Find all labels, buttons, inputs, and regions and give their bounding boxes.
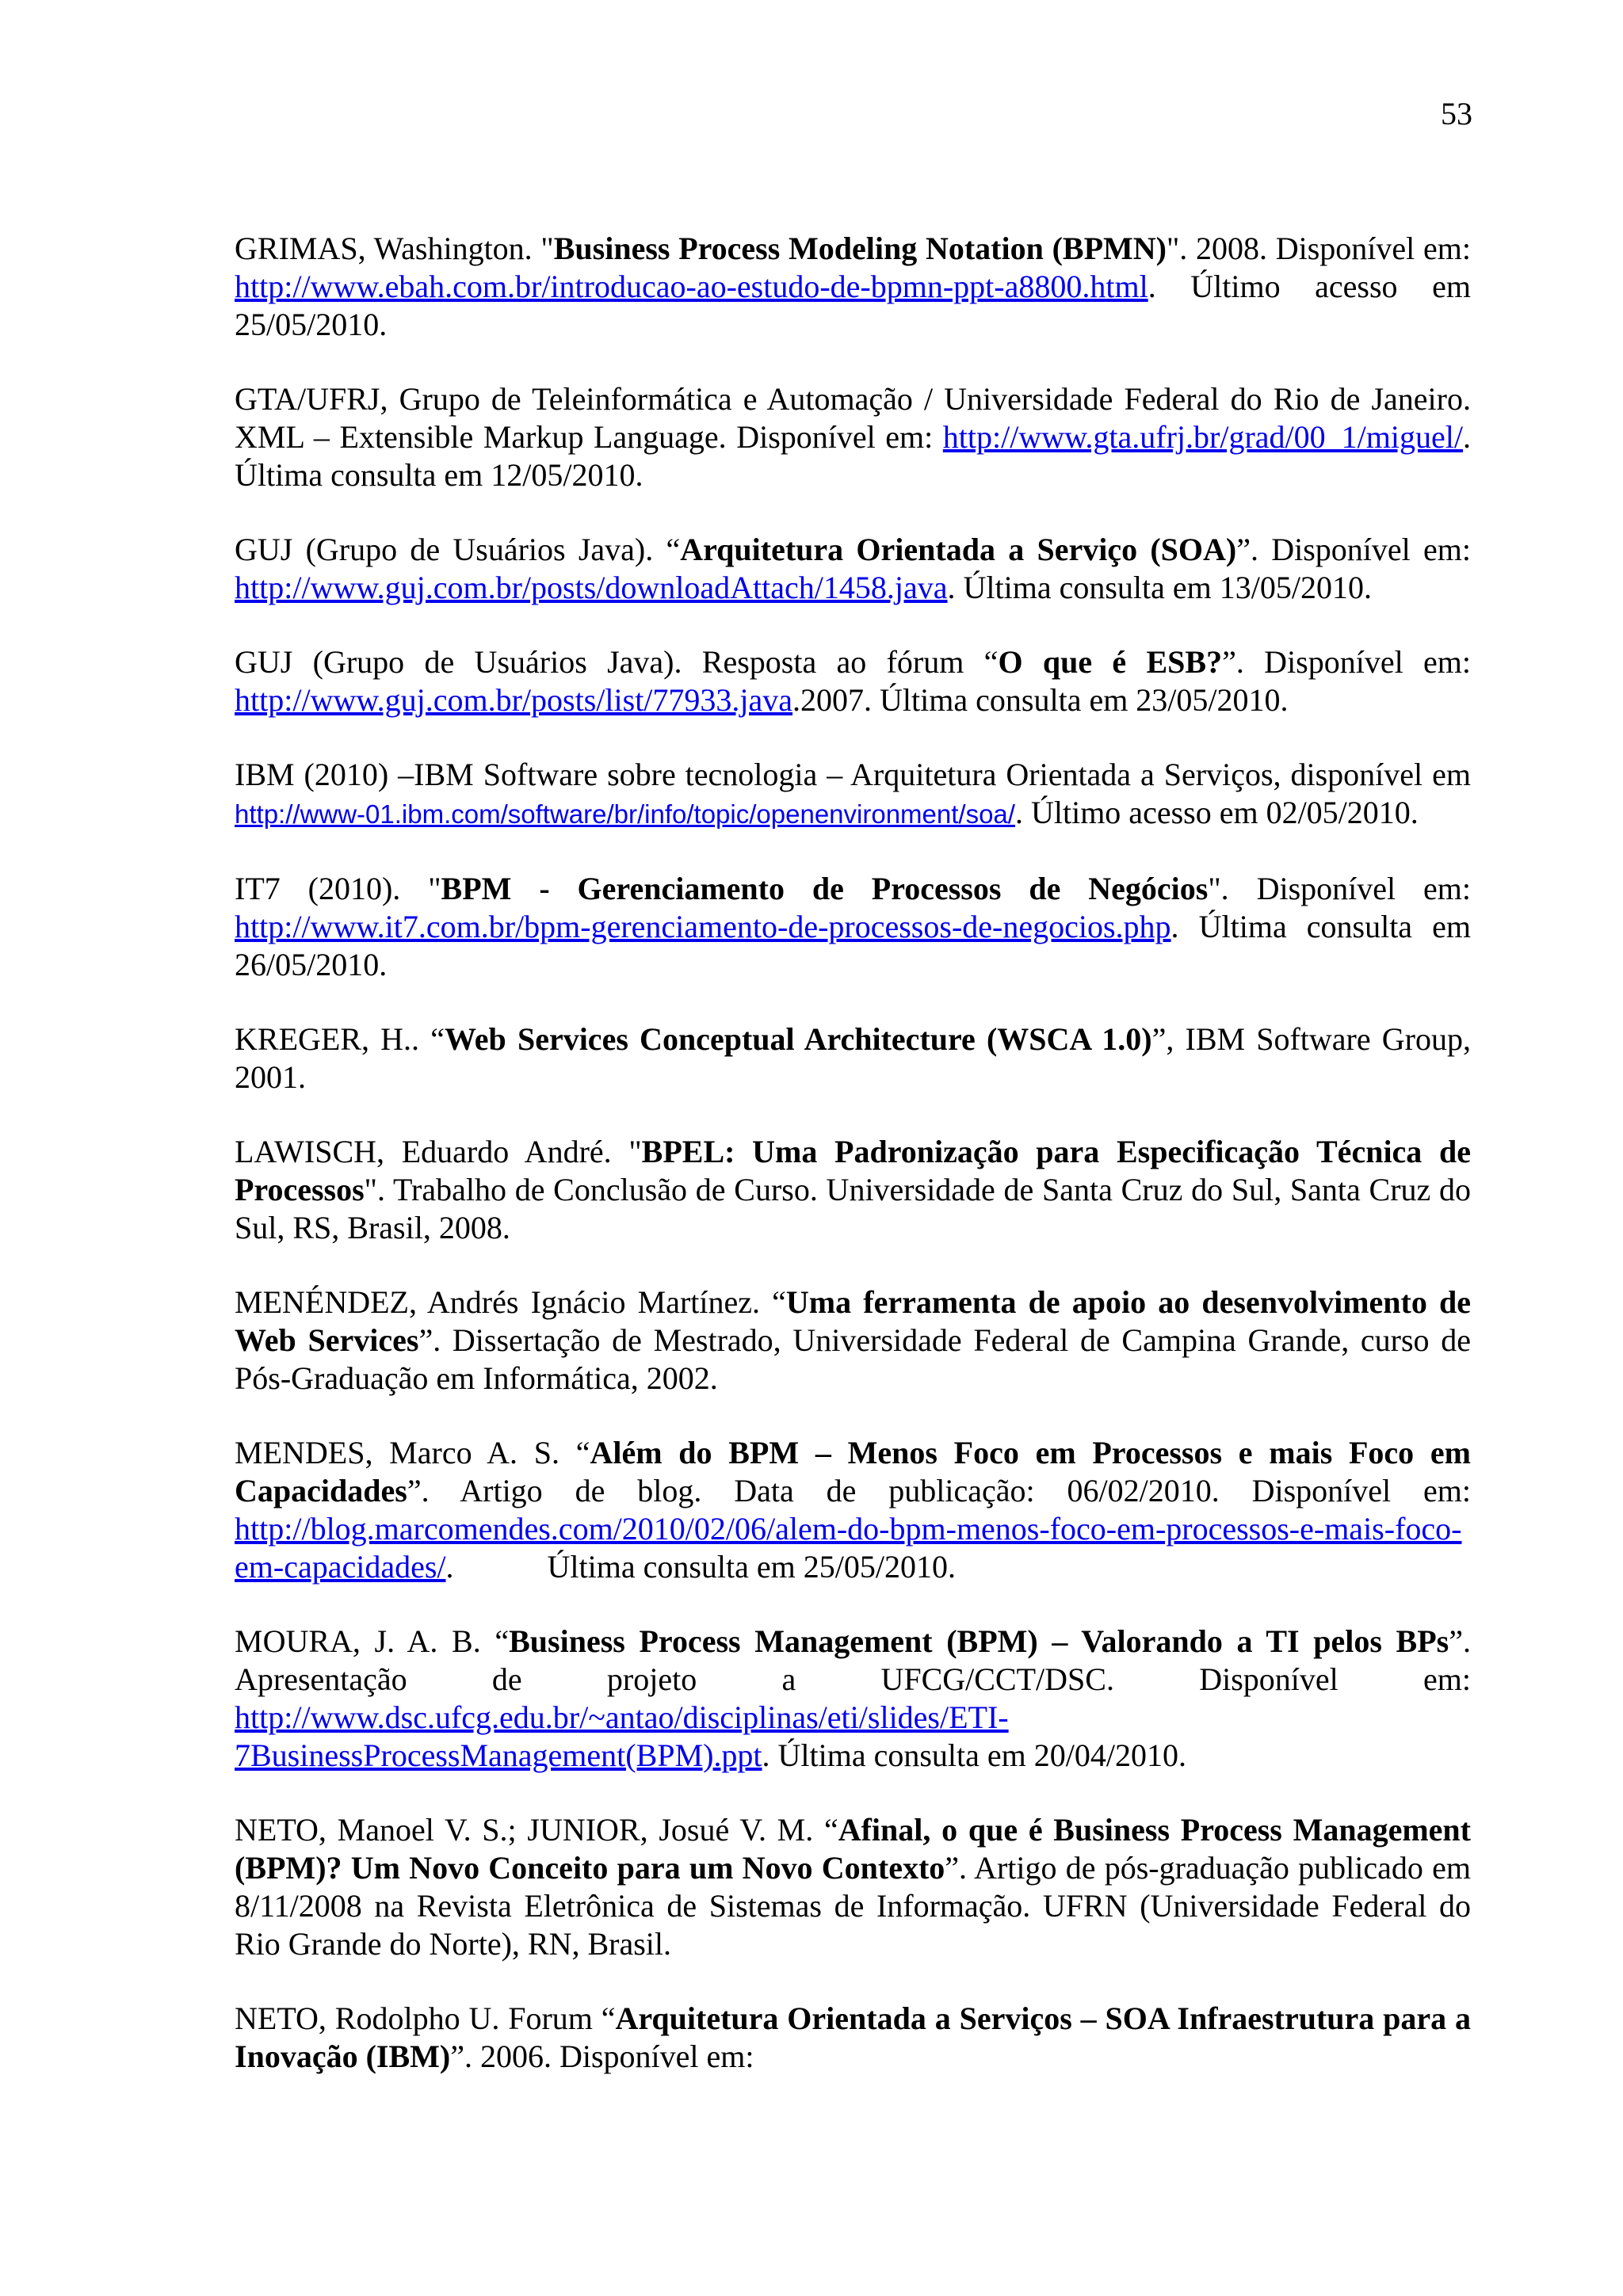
reference-text: NETO, Rodolpho U. Forum “ — [235, 2000, 616, 2036]
reference-entry — [235, 1623, 1471, 1775]
reference-entry — [235, 1283, 1471, 1398]
reference-text: ”. Artigo de pós-graduação publicado em 8/11/2008 na Revista Eletrônica de Sistemas de Informação. UFRN (Universidade Federal do Rio Grande do Norte), RN, Brasil. — [235, 1850, 1471, 1962]
reference-text: ". Trabalho de Conclusão de Curso. Universidade de Santa Cruz do Sul, Santa Cruz do Sul, RS, Brasil, 2008. — [235, 1172, 1471, 1245]
reference-text: LAWISCH, Eduardo André. " — [235, 1134, 642, 1169]
reference-link[interactable]: http://www.gta.ufrj.br/grad/00_1/miguel/ — [942, 419, 1463, 455]
reference-title: O que é ESB? — [998, 644, 1223, 680]
reference-entry — [235, 1020, 1471, 1097]
reference-link[interactable]: http://www.it7.com.br/bpm-gerenciamento-de-processos-de-negocios.php — [235, 909, 1171, 944]
reference-title: BPM - Gerenciamento de Processos de Negócios — [441, 871, 1209, 906]
reference-title: Uma ferramenta de apoio ao desenvolvimento de Web Services — [235, 1284, 1471, 1358]
page-number: 53 — [1441, 96, 1472, 132]
reference-link[interactable]: http://blog.marcomendes.com/2010/02/06/alem-do-bpm-menos-foco-em-processos-e-mais-foco-em-capacidades/ — [235, 1511, 1462, 1585]
reference-text: MENÉNDEZ, Andrés Ignácio Martínez. “ — [235, 1284, 786, 1320]
reference-text: . — [445, 1549, 454, 1585]
reference-text: ". Disponível em: — [1208, 871, 1471, 906]
reference-text: IBM (2010) –IBM Software sobre tecnologia – Arquitetura Orientada a Serviços, disponível em — [235, 757, 1471, 792]
reference-text: NETO, Manoel V. S.; JUNIOR, Josué V. M. “ — [235, 1812, 838, 1848]
reference-entry — [235, 870, 1471, 984]
reference-text: . Última consulta em 13/05/2010. — [947, 570, 1373, 605]
reference-text: GRIMAS, Washington. " — [235, 231, 554, 266]
reference-title: Web Services Conceptual Architecture (WSCA 1.0) — [444, 1021, 1152, 1057]
reference-entry — [235, 230, 1471, 344]
reference-text: ". 2008. Disponível em: — [1166, 231, 1471, 266]
reference-link[interactable]: http://www.dsc.ufcg.edu.br/~antao/disciplinas/eti/slides/ETI-7BusinessProcessManagement(BPM).ppt — [235, 1699, 1009, 1773]
reference-entry — [235, 756, 1471, 833]
reference-text: . Último acesso em 25/05/2010. — [235, 269, 1471, 342]
reference-link[interactable]: http://www-01.ibm.com/software/br/info/topic/openenvironment/soa/ — [235, 799, 1015, 829]
reference-text: GUJ (Grupo de Usuários Java). “ — [235, 532, 681, 567]
reference-text: . Último acesso em 02/05/2010. — [1014, 795, 1419, 830]
reference-text: ”. 2006. Disponível em: — [450, 2039, 754, 2074]
reference-entry — [235, 380, 1471, 494]
reference-entry — [235, 531, 1471, 607]
reference-entry — [235, 1811, 1471, 1963]
reference-title: Business Process Modeling Notation (BPMN) — [553, 231, 1167, 266]
reference-link[interactable]: http://www.guj.com.br/posts/downloadAttach/1458.java — [235, 570, 948, 605]
reference-text: ”. Disponível em: — [1222, 644, 1472, 680]
reference-text: ”. Artigo de blog. Data de publicação: 06/02/2010. Disponível em: — [407, 1473, 1471, 1508]
reference-text: GTA/UFRJ, Grupo de Teleinformática e Automação / Universidade Federal do Rio de Janeiro. XML – Extensible Markup Language. Disponível em: — [235, 381, 1471, 455]
reference-title: Arquitetura Orientada a Serviços – SOA Infraestrutura para a Inovação (IBM) — [235, 2000, 1472, 2074]
reference-title: Além do BPM – Menos Foco em Processos e mais Foco em Capacidades — [235, 1435, 1471, 1508]
reference-text: ”. Disponível em: — [1236, 532, 1471, 567]
reference-text: KREGER, H.. “ — [235, 1021, 445, 1057]
reference-link[interactable]: http://www.guj.com.br/posts/list/77933.java — [235, 682, 793, 718]
reference-text: .2007. Última consulta em 23/05/2010. — [792, 682, 1289, 718]
reference-text: ”, IBM Software Group, 2001. — [235, 1021, 1472, 1095]
reference-text: MOURA, J. A. B. “ — [235, 1623, 510, 1659]
reference-text: ”. Apresentação de projeto a UFCG/CCT/DSC. Disponível em: — [235, 1623, 1472, 1697]
reference-text: . Última consulta em 26/05/2010. — [235, 909, 1471, 982]
reference-list — [235, 230, 1471, 2112]
reference-link[interactable]: http://www.ebah.com.br/introducao-ao-estudo-de-bpmn-ppt-a8800.html — [235, 269, 1148, 304]
reference-title: Arquitetura Orientada a Serviço (SOA) — [680, 532, 1237, 567]
reference-text: Última consulta em 25/05/2010. — [547, 1549, 957, 1585]
reference-title: Afinal, o que é Business Process Management (BPM)? Um Novo Conceito para um Novo Contexto — [235, 1812, 1471, 1886]
reference-text: GUJ (Grupo de Usuários Java). Resposta ao fórum “ — [235, 644, 999, 680]
reference-entry — [235, 1434, 1471, 1586]
reference-entry — [235, 1133, 1471, 1247]
reference-title: Business Process Management (BPM) – Valorando a TI pelos BPs — [509, 1623, 1449, 1659]
reference-entry — [235, 2000, 1471, 2076]
reference-text: MENDES, Marco A. S. “ — [235, 1435, 590, 1470]
reference-entry — [235, 643, 1471, 719]
reference-text: . Última consulta em 20/04/2010. — [762, 1737, 1187, 1773]
reference-text: ”. Dissertação de Mestrado, Universidade Federal de Campina Grande, curso de Pós-Graduação em Informática, 2002. — [235, 1322, 1471, 1396]
reference-text: IT7 (2010). " — [235, 871, 441, 906]
reference-title: BPEL: Uma Padronização para Especificação Técnica de Processos — [235, 1134, 1471, 1207]
reference-text: . Última consulta em 12/05/2010. — [235, 419, 1471, 493]
